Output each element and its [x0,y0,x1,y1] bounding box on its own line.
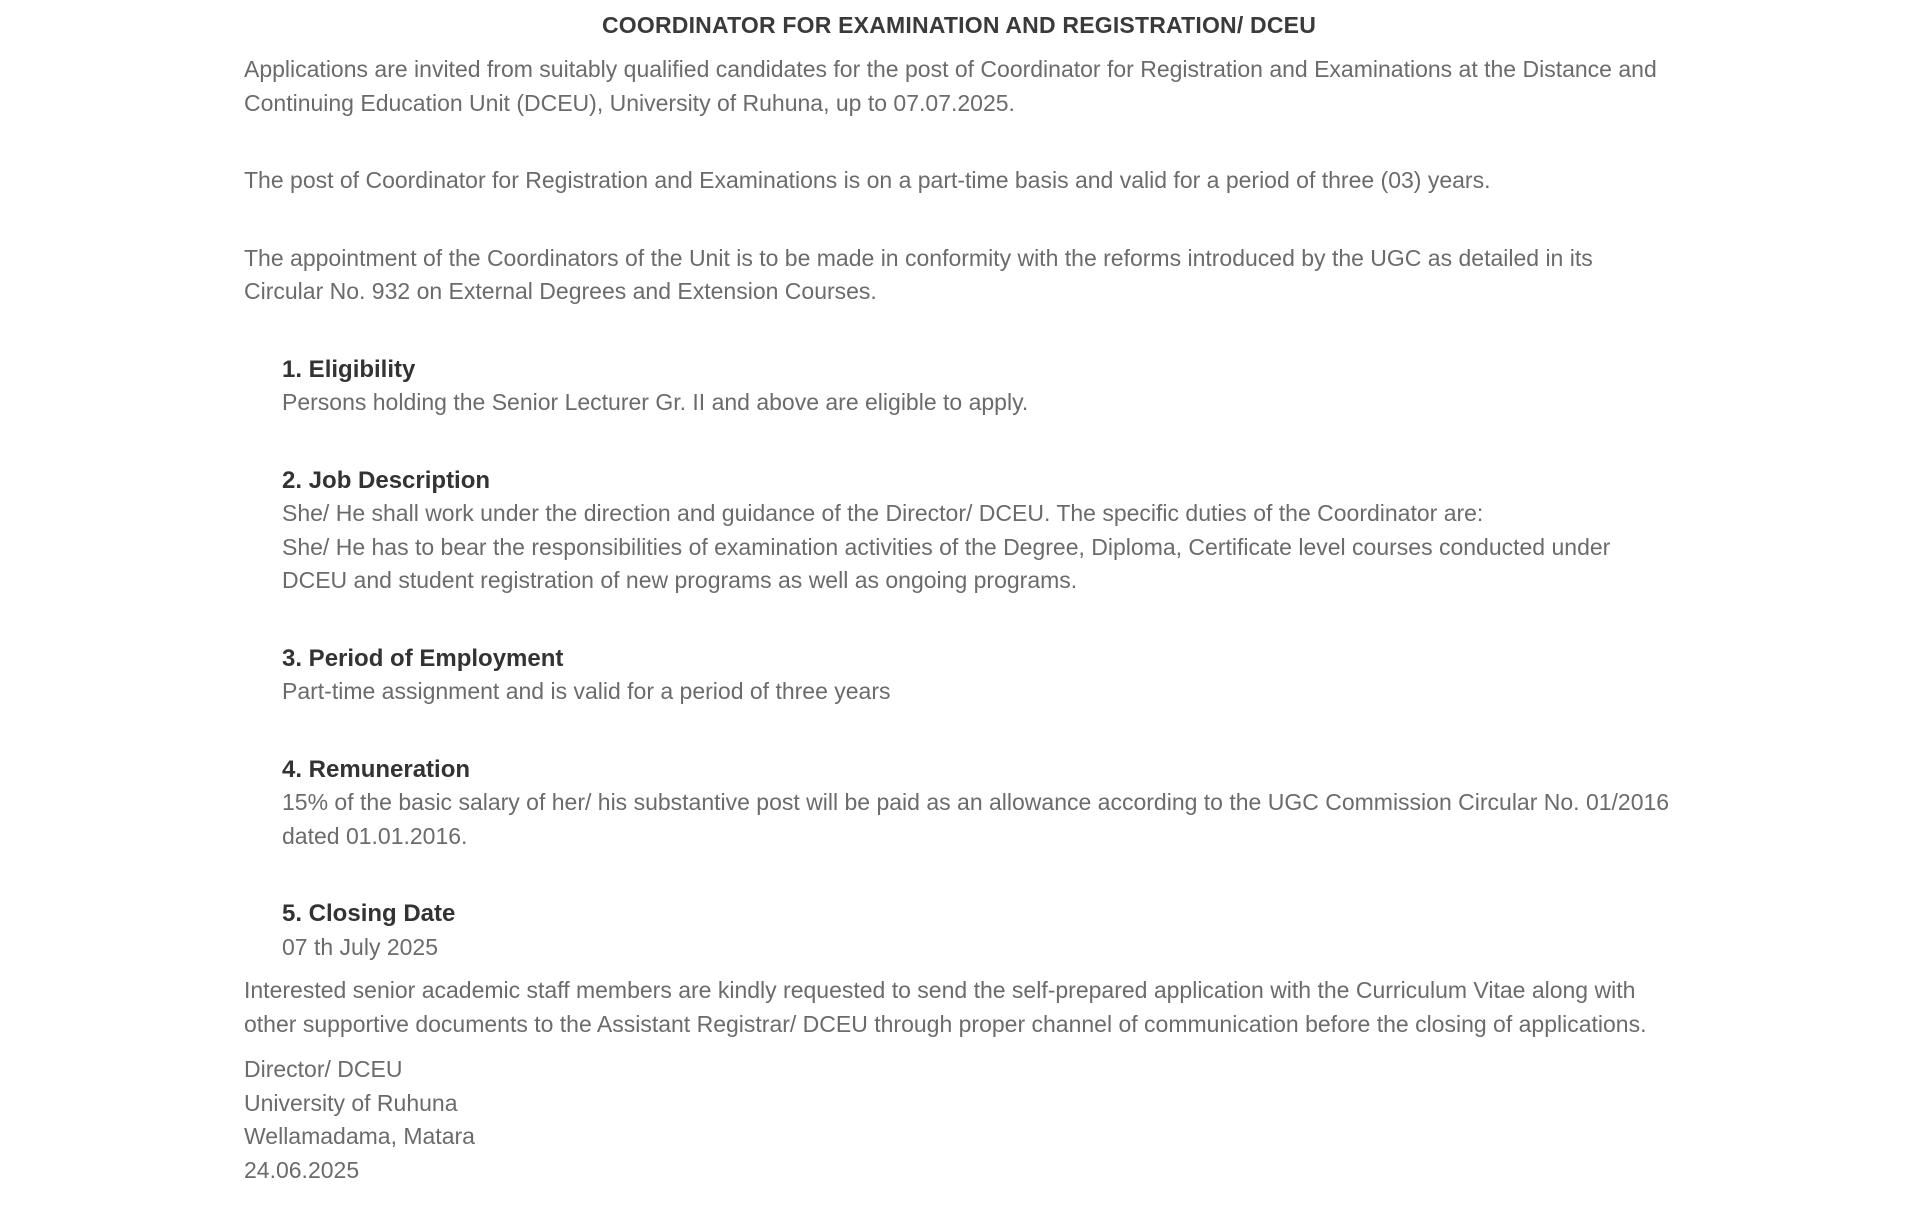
signature-line: Wellamadama, Matara [244,1123,475,1149]
signature-date: 24.06.2025 [244,1156,360,1183]
section-text: Persons holding the Senior Lecturer Gr. II and above are eligible to apply. [282,389,1029,415]
section-remuneration [244,753,1674,854]
section-text: She/ He has to bear the responsibilities of examination activities of the Degree, Diploma, Certificate level courses conducted under DCEU and student registration of new programs as well as ongoing programs. [282,533,1611,593]
notice-content [244,12,1674,1187]
section-heading: 5. Closing Date [282,900,456,927]
section-eligibility [244,353,1674,420]
intro-paragraph: Applications are invited from suitably qualified candidates for the post of Coordinator for Registration and Examinations at the Distance and Continuing Education Unit (DCEU), University of Ruhuna, up to 07.07.2025. [244,56,1657,116]
signature-line: Director/ DCEU [244,1056,403,1082]
section-text: Part-time assignment and is valid for a period of three years [282,678,891,704]
section-closing-date [244,897,1674,964]
section-job-description [244,464,1674,598]
intro-paragraph: The post of Coordinator for Registration and Examinations is on a part-time basis and valid for a period of three (03) years. [244,167,1491,193]
page-title: COORDINATOR FOR EXAMINATION AND REGISTRATION/ DCEU [601,12,1317,38]
intro-paragraph: The appointment of the Coordinators of the Unit is to be made in conformity with the reforms introduced by the UGC as detailed in its Circular No. 932 on External Degrees and Extension Courses. [244,244,1593,304]
section-text: 15% of the basic salary of her/ his substantive post will be paid as an allowance according to the UGC Commission Circular No. 01/2016 dated 01.01.2016. [282,789,1670,849]
signature-block [244,1053,1674,1187]
section-heading: 4. Remuneration [282,755,471,783]
closing-paragraph: Interested senior academic staff members are kindly requested to send the self-prepared application with the Curriculum Vitae along with other supportive documents to the Assistant Registrar/ DCEU through proper channel of communication before the closing of applications. [244,977,1647,1037]
section-heading: 3. Period of Employment [282,644,564,672]
section-period-of-employment [244,642,1674,709]
section-heading: 2. Job Description [282,466,491,494]
section-heading: 1. Eligibility [282,355,416,383]
section-text: She/ He shall work under the direction and guidance of the Director/ DCEU. The specific duties of the Coordinator are: [282,500,1484,526]
signature-line: University of Ruhuna [244,1089,458,1116]
section-text: 07 th July 2025 [282,933,439,960]
